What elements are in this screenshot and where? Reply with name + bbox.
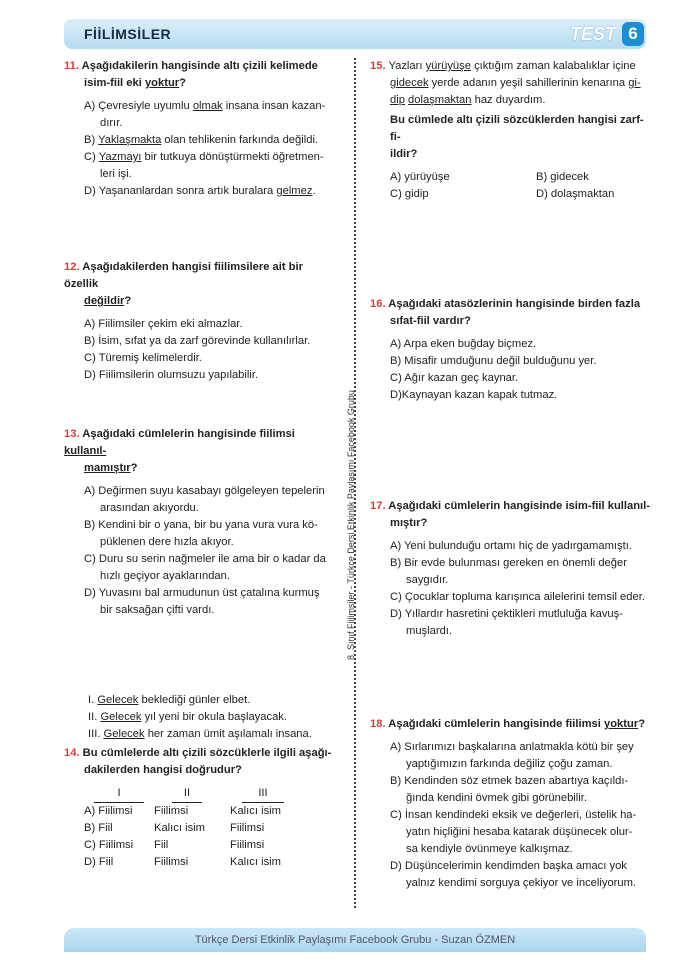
question-stem: 16. Aşağıdaki atasözlerinin hangisinde birden fazla sıfat-fiil vardır? — [370, 298, 641, 327]
question-passage: 15. Yazları yürüyüşe çıktığım zaman kalabalıklar içine gidecek yerde adanın yeşil sahillerinin kenarına gi- dip dolaşmaktan haz duyardım. — [370, 60, 641, 106]
option-c[interactable]: C) İnsan kendindeki eksik ve değerleri, üstelik ha- yatın hiçliğini hesaba katarak düşünecek olur- sa kendiyle övünmeye kalkışmaz. — [390, 809, 637, 855]
option-a[interactable]: A) Fiilimsi Fiilimsi Kalıcı isim — [84, 805, 281, 817]
option-c[interactable]: C) Yazmayı bir tutkuya dönüştürmekti öğretmen- leri işi. — [84, 151, 324, 180]
option-c[interactable]: C) Fiilimsi Fiil Fiilimsi — [84, 839, 265, 851]
option-b[interactable]: B) İsim, sıfat ya da zarf görevinde kullanılırlar. — [84, 335, 311, 347]
question-16 — [370, 296, 652, 404]
sentence-1: I. Gelecek beklediği günler elbet. — [88, 694, 251, 706]
option-b[interactable]: B) gidecek — [536, 171, 589, 183]
question-stem: Bu cümlede altı çizili sözcüklerden hangisi zarf-fi- ildir? — [390, 114, 644, 160]
option-d[interactable]: D) Düşüncelerimin kendimden başka amacı yok yalnız kendimi sorguya çekiyor ve inceliyorum. — [390, 860, 637, 889]
question-stem: 12. Aşağıdakilerden hangisi fiilimsilere ait bir özellik değildir? — [64, 261, 303, 307]
option-b[interactable]: B) Kendinden söz etmek bazen abartıya kaçıldı- ğında kendini övmek gibi görünebilir. — [390, 775, 629, 804]
option-a[interactable]: A) yürüyüşe — [390, 171, 450, 183]
option-d[interactable]: D) Yuvasını bal armudunun üst çatalına kurmuş bir saksağan çifti vardı. — [84, 587, 320, 616]
option-a[interactable]: A) Fiilimsiler çekim eki almazlar. — [84, 318, 243, 330]
option-a[interactable]: A) Yeni bulunduğu ortamı hiç de yadırgamamıştı. — [390, 540, 632, 552]
header-bar — [64, 19, 646, 49]
question-15 — [370, 58, 652, 203]
option-c[interactable]: C) Türemiş kelimelerdir. — [84, 352, 202, 364]
question-stem: 17. Aşağıdaki cümlelerin hangisinde isim-fiil kullanıl- mıştır? — [370, 500, 650, 529]
option-b[interactable]: B) Kendini bir o yana, bir bu yana vura vura kö- püklenen dere hızla akıyor. — [84, 519, 318, 548]
question-stem: 11. Aşağıdakilerin hangisinde altı çizili kelimede isim-fiil eki yoktur? — [64, 60, 318, 89]
question-13 — [64, 426, 340, 619]
option-c[interactable]: C) Duru su serin nağmeler ile ama bir o kadar da hızlı geçiyor ayaklarından. — [84, 553, 326, 582]
question-stem: 13. Aşağıdaki cümlelerin hangisinde fiilimsi kullanıl- mamıştır? — [64, 428, 295, 474]
option-a[interactable]: A) Sırlarımızı başkalarına anlatmakla kötü bir şey yaptığımızın farkında değiliz çoğu zaman. — [390, 741, 634, 770]
sentence-3: III. Gelecek her zaman ümit aşılamalı insana. — [88, 728, 312, 740]
option-c[interactable]: C) gidip — [390, 188, 429, 200]
test-label: TEST — [569, 24, 616, 44]
option-d[interactable]: D)Kaynayan kazan kapak tutmaz. — [390, 389, 558, 401]
question-stem: 18. Aşağıdaki cümlelerin hangisinde fiilimsi yoktur? — [370, 718, 646, 730]
question-12 — [64, 259, 340, 384]
question-11 — [64, 58, 340, 200]
option-d[interactable]: D) dolaşmaktan — [536, 188, 615, 200]
option-a[interactable]: A) Çevresiyle uyumlu olmak insana insan kazan- dırır. — [84, 100, 326, 129]
option-d[interactable]: D) Yıllardır hasretini çektikleri mutluluğa kavuş- muşlardı. — [390, 608, 623, 637]
option-a[interactable]: A) Değirmen suyu kasabayı gölgeleyen tepelerin arasından akıyordu. — [84, 485, 325, 514]
option-b[interactable]: B) Bir evde bulunması gereken en önemli değer saygıdır. — [390, 557, 627, 586]
question-18 — [370, 716, 652, 892]
option-d[interactable]: D) Fiil Fiilimsi Kalıcı isim — [84, 856, 281, 868]
option-b[interactable]: B) Misafir umduğunu değil bulduğunu yer. — [390, 355, 597, 367]
option-b[interactable]: B) Yaklaşmakta olan tehlikenin farkında değildi. — [84, 134, 319, 146]
section-title: FİİLİMSİLER — [84, 26, 172, 42]
sentence-2: II. Gelecek yıl yeni bir okula başlayacak. — [88, 711, 287, 723]
question-14 — [64, 692, 344, 871]
table-header: I II III — [94, 785, 344, 803]
option-d[interactable]: D) Fiilimsilerin olumsuzu yapılabilir. — [84, 369, 259, 381]
option-b[interactable]: B) Fiil Kalıcı isim Fiilimsi — [84, 822, 265, 834]
question-stem: 14. Bu cümlelerde altı çizili sözcüklerle ilgili aşağı- dakilerden hangisi doğrudur? — [64, 747, 332, 776]
question-17 — [370, 498, 652, 640]
side-caption: 8. Sınıf Fiilimsiler - Türkçe Dersi Etkinlik Paylaşımı Facebook Grubu — [346, 390, 356, 660]
option-d[interactable]: D) Yaşananlardan sonra artık buralara gelmez. — [84, 185, 316, 197]
option-c[interactable]: C) Ağır kazan geç kaynar. — [390, 372, 519, 384]
footer-bar: Türkçe Dersi Etkinlik Paylaşımı Facebook Grubu - Suzan ÖZMEN — [64, 928, 646, 952]
option-c[interactable]: C) Çocuklar topluma karışınca ailelerini temsil eder. — [390, 591, 645, 603]
test-number: 6 — [622, 22, 644, 46]
option-a[interactable]: A) Arpa eken buğday biçmez. — [390, 338, 537, 350]
